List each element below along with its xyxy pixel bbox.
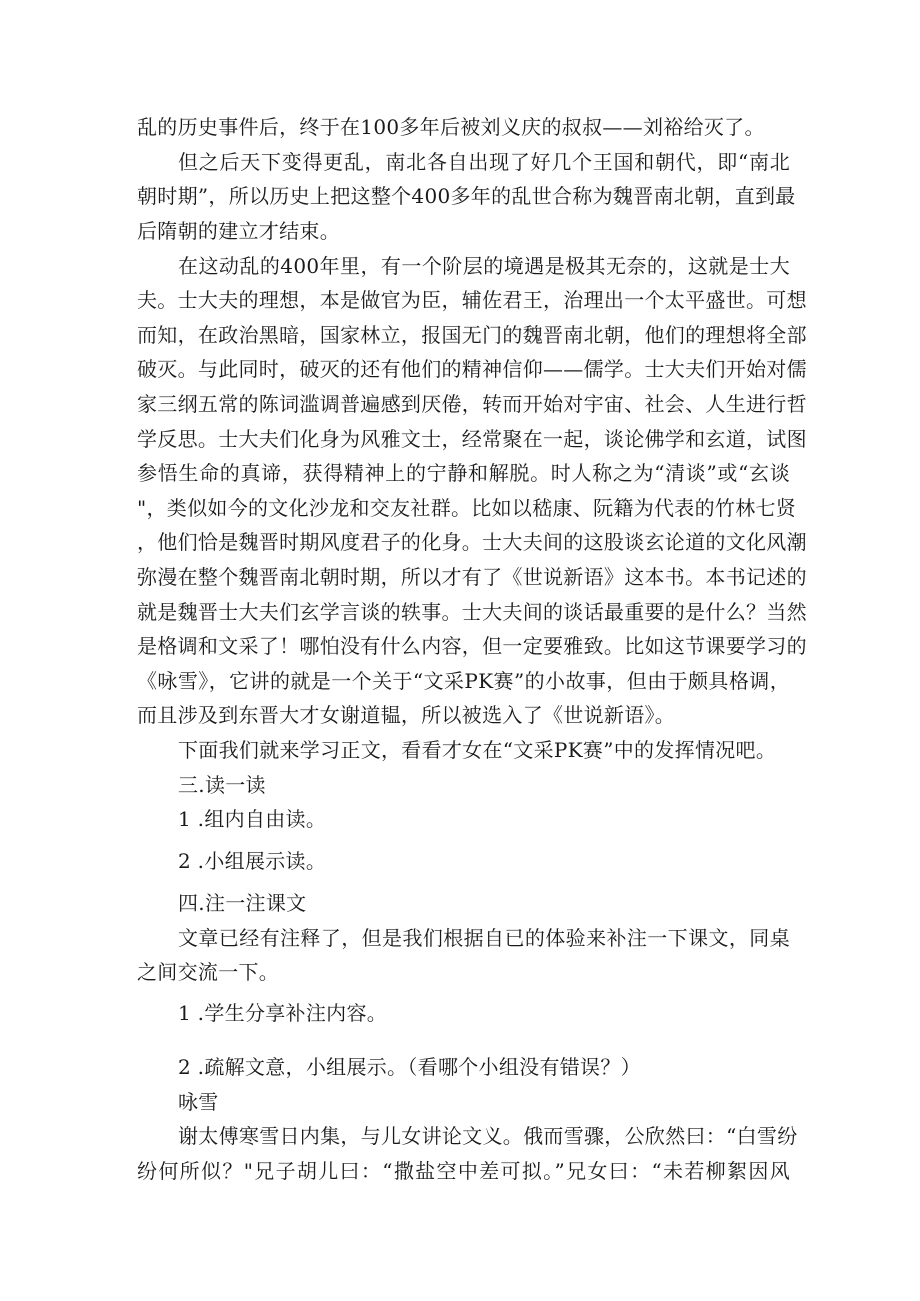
text-line: 乱的历史事件后，终于在100多年后被刘义庆的叔叔——刘裕给灭了。 [137,115,765,139]
text-line: 2 .疏解文意，小组展示。（看哪个小组没有错误？） [178,1055,641,1079]
text-line: 就是魏晋士大夫们玄学言谈的轶事。士大夫间的谈话最重要的是什么？当然 [137,600,807,624]
text-line: 2 .小组展示读。 [178,849,327,873]
text-line: 文章已经有注释了，但是我们根据自已的体验来补注一下课文，同桌 [178,926,790,950]
text-line: 咏雪 [178,1090,219,1114]
text-line: 而知，在政治黑暗，国家林立，报国无门的魏晋南北朝，他们的理想将全部 [137,323,807,347]
text-line: "，类似如今的文化沙龙和交友社群。比如以嵇康、阮籍为代表的竹林七贤 [137,496,797,520]
text-line: 纷何所似？"兄子胡儿曰：“撒盐空中差可拟。”兄女曰：“未若柳絮因风 [137,1159,790,1183]
text-line: 破灭。与此同时，破灭的还有他们的精神信仰——儒学。士大夫们开始对儒 [137,357,807,381]
text-line: 夫。士大夫的理想，本是做官为臣，辅佐君王，治理出一个太平盛世。可想 [137,288,807,312]
text-line: 家三纲五常的陈词滥调普遍感到厌倦，转而开始对宇宙、社会、人生进行哲 [137,392,807,416]
text-line: 之间交流一下。 [137,960,280,984]
text-line: 《咏雪》，它讲的就是一个关于“文采PK赛”的小故事，但由于颇具格调， [137,669,790,693]
text-line: 下面我们就来学习正文，看看才女在“文采PK赛”中的发挥情况吧。 [178,738,777,762]
text-line: 但之后天下变得更乱，南北各自出现了好几个王国和朝代，即“南北 [178,150,790,174]
text-line: 四.注一注课文 [178,891,307,915]
text-line: 参悟生命的真谛，获得精神上的宁静和解脱。时人称之为“清谈”或“玄谈 [137,461,790,485]
text-line: 1 .学生分享补注内容。 [178,1001,388,1025]
text-line: 谢太傅寒雪日内集，与儿女讲论文义。俄而雪骤，公欣然曰：“白雪纷 [178,1124,798,1148]
text-line: 学反思。士大夫们化身为风雅文士，经常聚在一起，谈论佛学和玄道，试图 [137,427,807,451]
text-line: 而且涉及到东晋大才女谢道韫，所以被选入了《世说新语》。 [137,703,676,727]
text-line: 弥漫在整个魏晋南北朝时期，所以才有了《世说新语》这本书。本书记述的 [137,565,807,589]
text-line: 后隋朝的建立才结束。 [137,219,340,243]
text-line: 1 .组内自由读。 [178,807,327,831]
text-line: 三.读一读 [178,773,266,797]
text-line: ，他们恰是魏晋时期风度君子的化身。士大夫间的这股谈玄论道的文化风潮 [137,530,807,554]
text-line: 是格调和文采了！哪怕没有什么内容，但一定要雅致。比如这节课要学习的 [137,634,807,658]
text-line: 在这动乱的400年里，有一个阶层的境遇是极其无奈的，这就是士大 [178,254,790,278]
text-line: 朝时期”，所以历史上把这整个400多年的乱世合称为魏晋南北朝，直到最 [137,184,796,208]
